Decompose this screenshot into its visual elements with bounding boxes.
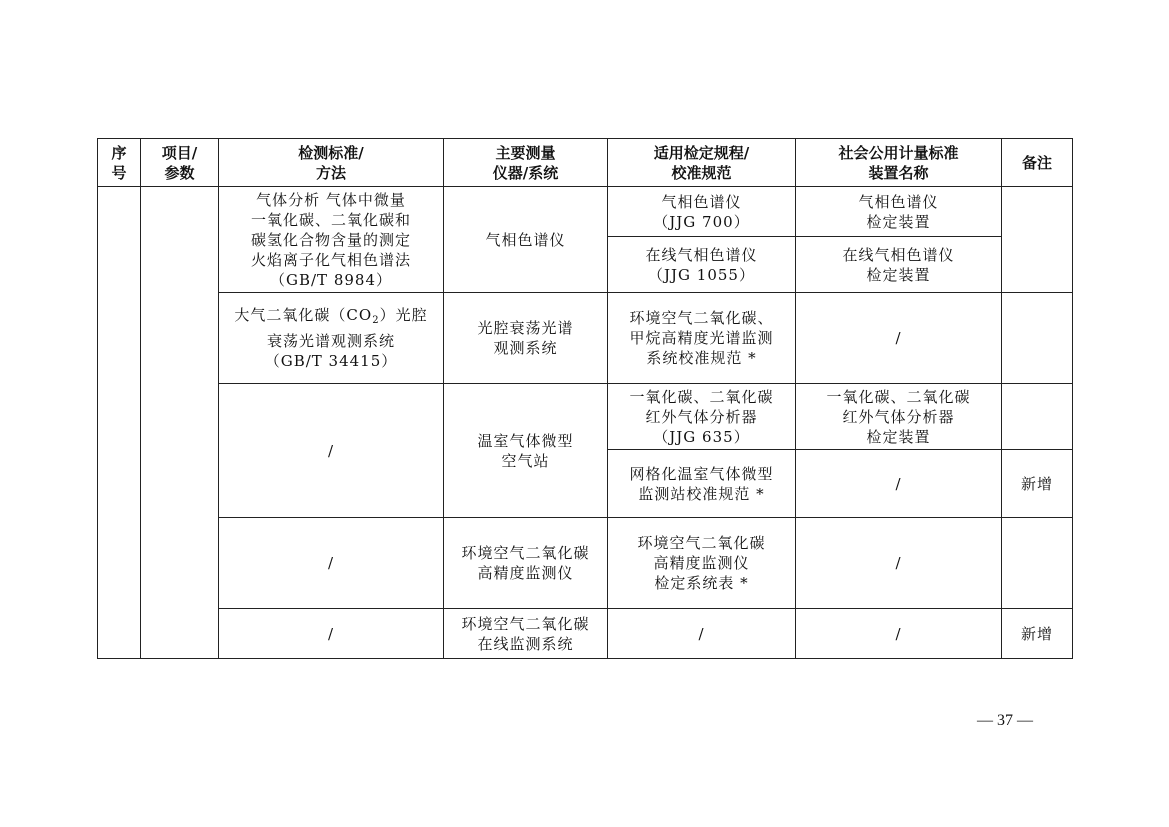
cell-item xyxy=(141,187,219,659)
header-remark: 备注 xyxy=(1002,139,1073,187)
cell-regulation: 网格化温室气体微型 监测站校准规范 * xyxy=(608,450,796,518)
header-regulation: 适用检定规程/ 校准规范 xyxy=(608,139,796,187)
header-device: 社会公用计量标准 装置名称 xyxy=(796,139,1002,187)
cell-remark: 新增 xyxy=(1002,609,1073,659)
calibration-table xyxy=(97,138,1073,659)
cell-remark xyxy=(1002,384,1073,450)
header-no: 序 号 xyxy=(98,139,141,187)
subscript-two: 2 xyxy=(372,315,380,326)
cell-device: / xyxy=(796,293,1002,384)
header-row xyxy=(98,139,1073,187)
cell-instrument: 光腔衰荡光谱 观测系统 xyxy=(444,293,608,384)
cell-instrument: 气相色谱仪 xyxy=(444,187,608,293)
table-row xyxy=(98,187,1073,237)
cell-standard xyxy=(219,293,444,384)
cell-remark xyxy=(1002,518,1073,609)
cell-regulation: 环境空气二氧化碳、 甲烷高精度光谱监测 系统校准规范 * xyxy=(608,293,796,384)
cell-standard: / xyxy=(219,609,444,659)
cell-standard: 气体分析 气体中微量 一氧化碳、二氧化碳和 碳氢化合物含量的测定 火焰离子化气相色谱法 （GB/T 8984） xyxy=(219,187,444,293)
cell-remark xyxy=(1002,187,1073,293)
cell-device: 气相色谱仪 检定装置 xyxy=(796,187,1002,237)
cell-remark: 新增 xyxy=(1002,450,1073,518)
cell-device: / xyxy=(796,518,1002,609)
table-row xyxy=(98,609,1073,659)
cell-remark xyxy=(1002,293,1073,384)
cell-regulation: 环境空气二氧化碳 高精度监测仪 检定系统表 * xyxy=(608,518,796,609)
header-item: 项目/ 参数 xyxy=(141,139,219,187)
standard-text-post: ）光腔 衰荡光谱观测系统 （GB/T 34415） xyxy=(264,306,428,370)
table-row xyxy=(98,384,1073,450)
page-number: — 37 — xyxy=(977,712,1033,729)
cell-regulation: 在线气相色谱仪 （JJG 1055） xyxy=(608,237,796,293)
header-standard: 检测标准/ 方法 xyxy=(219,139,444,187)
cell-instrument: 环境空气二氧化碳 在线监测系统 xyxy=(444,609,608,659)
cell-regulation: / xyxy=(608,609,796,659)
cell-regulation: 一氧化碳、二氧化碳 红外气体分析器 （JJG 635） xyxy=(608,384,796,450)
cell-device: / xyxy=(796,450,1002,518)
cell-standard: / xyxy=(219,518,444,609)
cell-device: / xyxy=(796,609,1002,659)
cell-device: 一氧化碳、二氧化碳 红外气体分析器 检定装置 xyxy=(796,384,1002,450)
standard-text-pre: 大气二氧化碳（CO xyxy=(234,306,373,324)
cell-instrument: 温室气体微型 空气站 xyxy=(444,384,608,518)
cell-no xyxy=(98,187,141,659)
cell-regulation: 气相色谱仪 （JJG 700） xyxy=(608,187,796,237)
table-row xyxy=(98,293,1073,384)
header-instrument: 主要测量 仪器/系统 xyxy=(444,139,608,187)
cell-device: 在线气相色谱仪 检定装置 xyxy=(796,237,1002,293)
table-row xyxy=(98,518,1073,609)
cell-standard: / xyxy=(219,384,444,518)
cell-instrument: 环境空气二氧化碳 高精度监测仪 xyxy=(444,518,608,609)
